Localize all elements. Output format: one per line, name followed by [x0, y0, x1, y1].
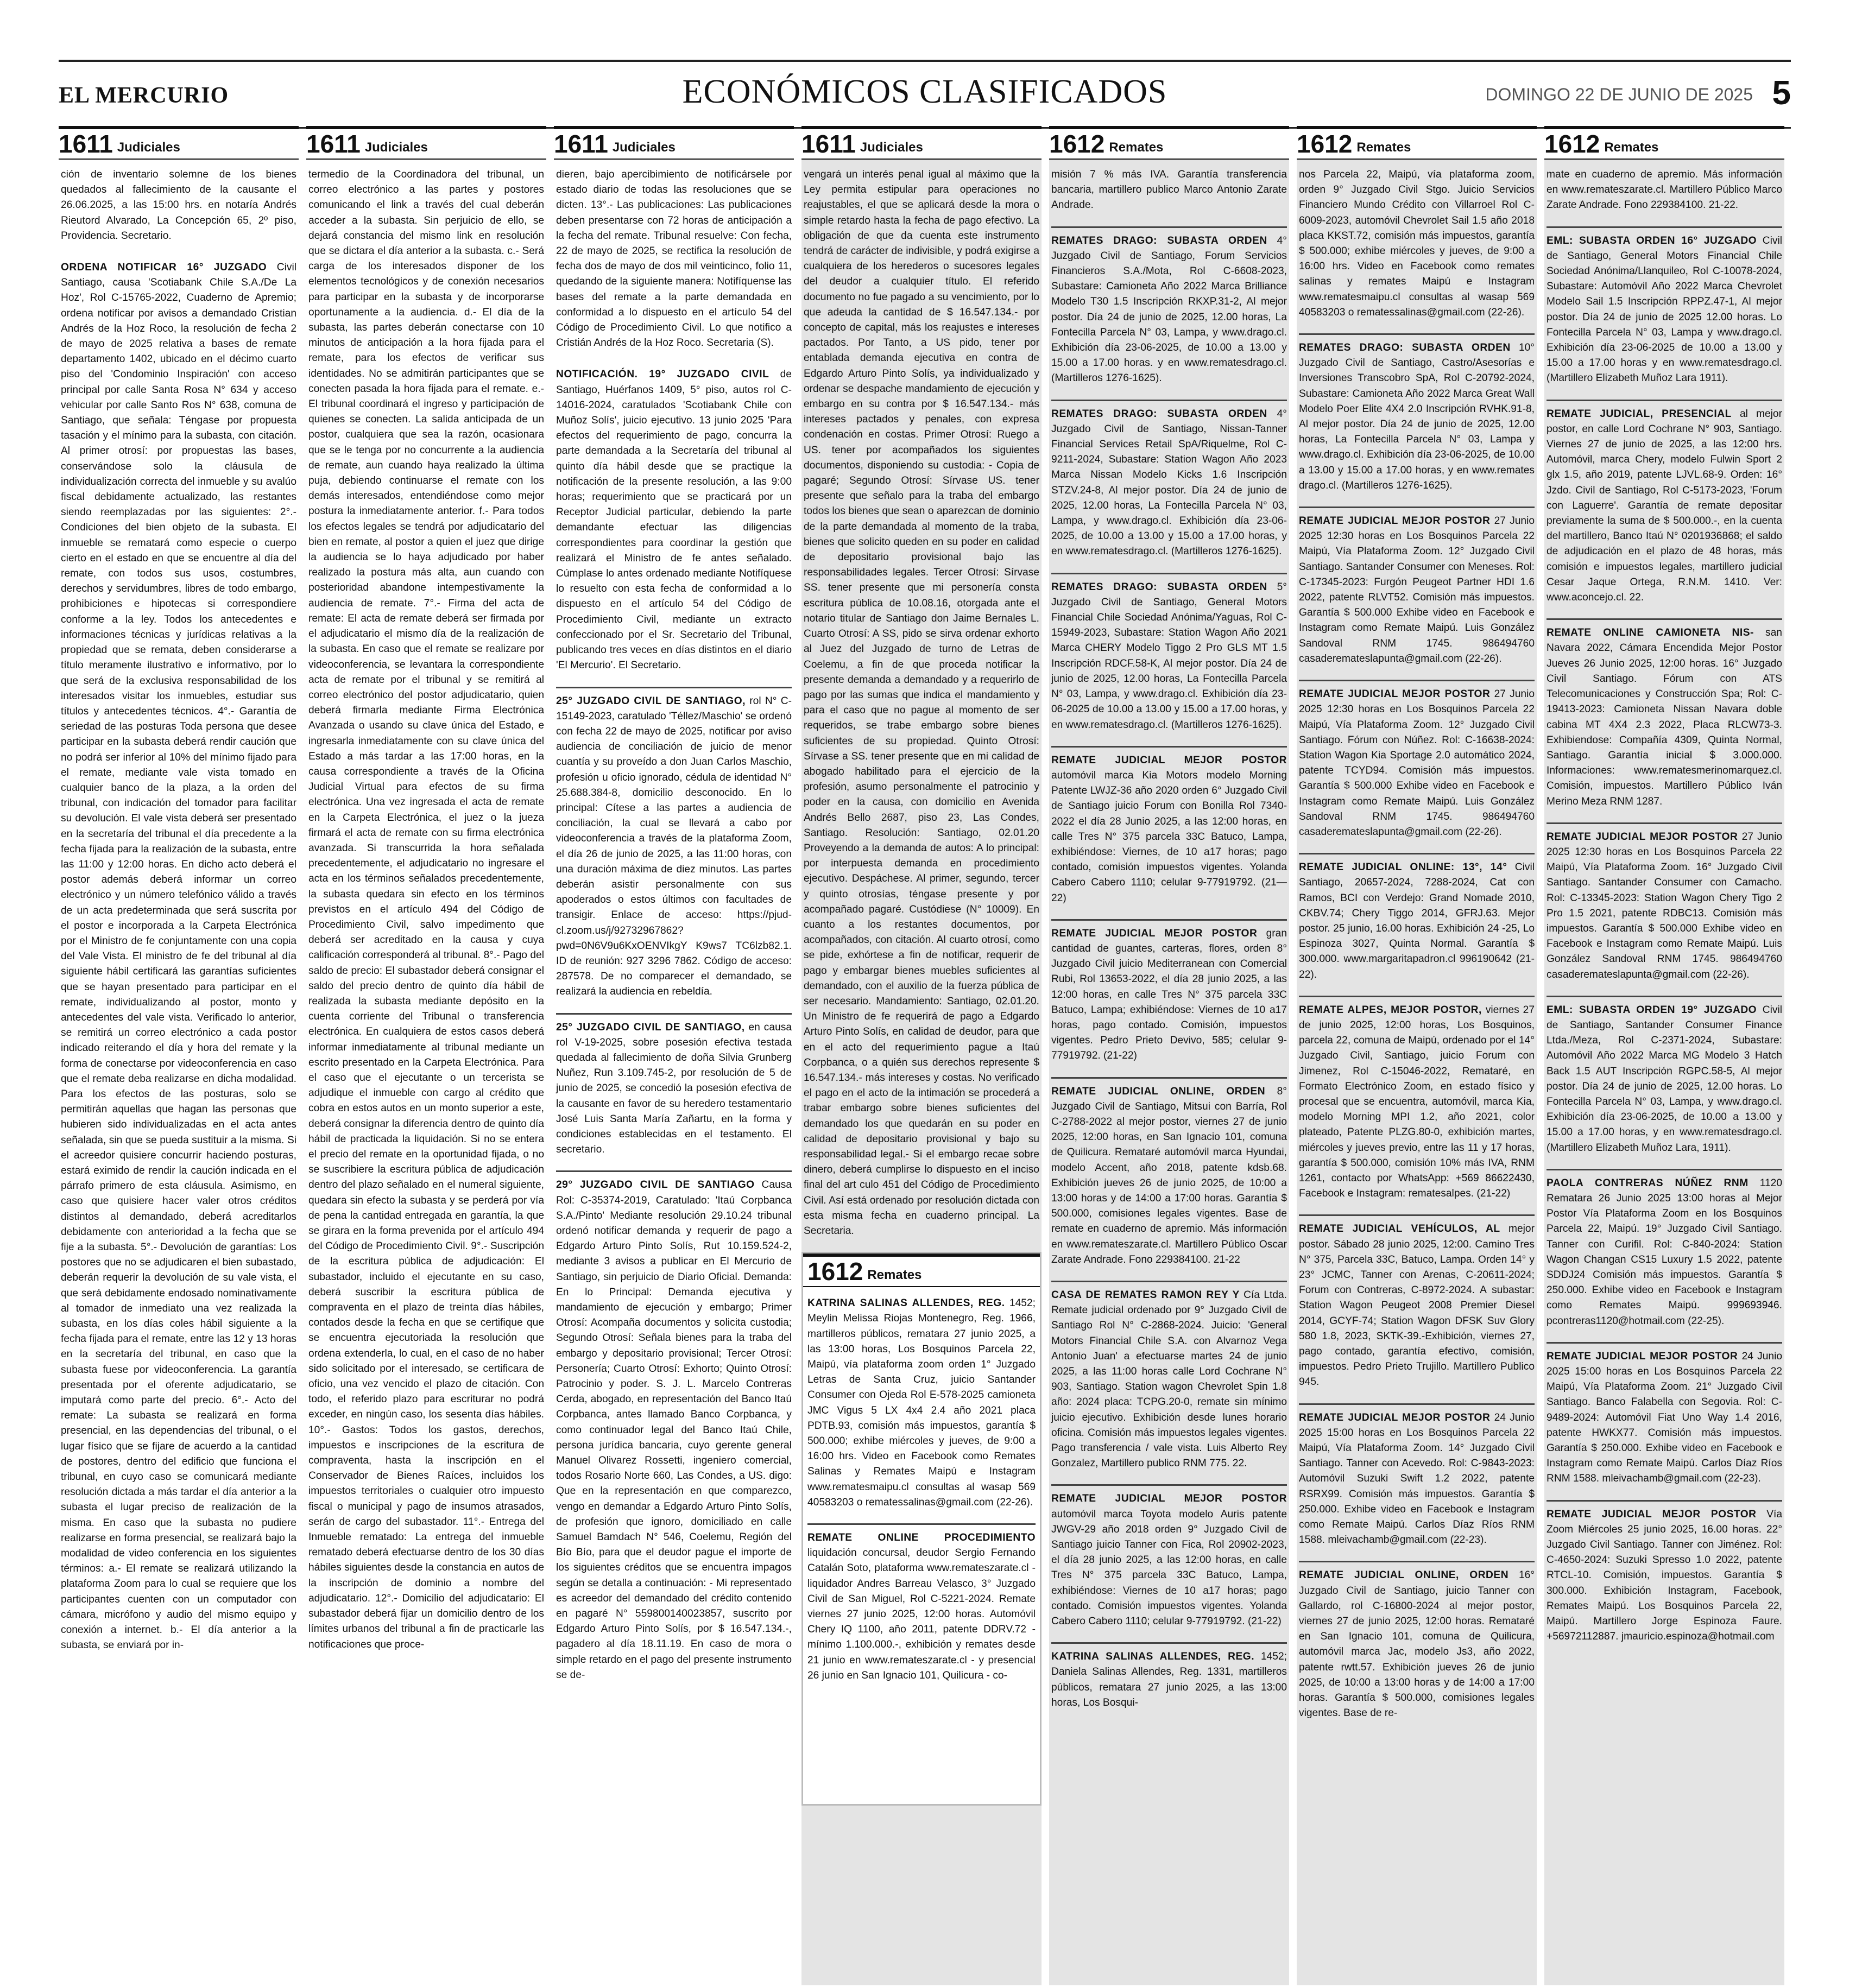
ad-text: mejor postor. Sábado 28 junio 2025, 12:00. Camino Tres N° 375, Parcela 33C, Batuco, Lampa. Orden 14° y 23° JCMC, Tanner con Arenas, C-20611-2024; Forum con Contreras, C-8972-2024. A subastar: Station Wagon Peugeot 2008 Premier Diesel 2014, GCYF-74; Station Wagon DFSK Suv Glory 580 1.8, 2023, SKTK-39.-Exhibición, viernes 27, pago contado, garantía efectivo, comisión, impuestos. Pedro Prieto Trujillo. Martillero Publico 945. — [1299, 1223, 1535, 1388]
classified-ad — [308, 164, 544, 1653]
ad-title: NOTIFICACIÓN. 19° JUZGADO CIVIL — [556, 369, 769, 381]
newspaper-page — [59, 60, 1791, 1987]
ad-title: KATRINA SALINAS ALLENDES, REG. — [807, 1297, 1005, 1309]
ad-title: REMATE JUDICIAL MEJOR POSTOR — [1547, 1350, 1738, 1362]
ad-title: EML: SUBASTA ORDEN 16° JUZGADO — [1547, 235, 1757, 246]
column-4 — [801, 126, 1042, 1985]
category-name: Judiciales — [364, 140, 428, 155]
ad-text: 1452; Daniela Salinas Allendes, Reg. 1331, martilleros públicos, rematara 27 junio 2025, a las 13:00 horas, Los Bosqui- — [1051, 1651, 1287, 1708]
ad-title: CASA DE REMATES RAMON REY Y — [1051, 1289, 1240, 1301]
classified-ad — [1051, 573, 1287, 733]
classified-ad — [1547, 164, 1782, 213]
section-title: ECONÓMICOS CLASIFICADOS — [682, 73, 1167, 110]
ad-text: 27 Junio 2025 12:30 horas en Los Bosquinos Parcela 22 Maipú, Vía Plataforma Zoom. 16° Juzgado Civil Santiago. Santander Consumer con Camacho. Rol: C-13345-2023: Station Wagon Chery Tigo 2 Pro 1.5 2021, patente RDBC13. Comisión más impuestos. Garantía $ 500.000 Exhibe video en Facebook e Instagram como Remate Maipú. Luis González Sandoval RNM 1745. 986494760 casaderemateslapunta@gmail.com (22-26). — [1547, 831, 1783, 980]
classified-ad — [1547, 996, 1782, 1156]
ad-text: 16° Juzgado Civil de Santiago, juicio Tanner con Gallardo, rol C-16800-2024 al mejor postor, viernes 27 de junio 2025, 12:00 horas. Remataré en San Ignacio 101, comuna de Quilicura, automóvil marca Jac, modelo Js3, año 2022, patente rwtt.57. Exhibición jueves 26 de junio 2025, de 10:00 a 13:00 horas y de 14:00 a 17:00 horas. Garantía $ 500.000, comisiones legales vigentes. Base de re- — [1299, 1569, 1535, 1719]
box-body — [807, 1293, 1036, 1683]
ad-text: Civil de Santiago, Santander Consumer Finance Ltda./Meza, Rol C-2371-2024, Subastare: Automóvil Año 2022 Marca MG Modelo 3 Hatch Back 1.5 AUT Inscripción RGPC.58-5, Al mejor postor. Día 24 de junio de 2025, 12.00 horas. Lo Fontecilla Parcela N° 03, Lampa, y www.drago.cl. Exhibición día 23-06-2025, de 10.00 a 13.00 y 15.00 a 17.00 horas, y en www.rematesdrago.cl. (Martillero Elizabeth Muñoz Lara, 1911). — [1547, 1004, 1782, 1154]
classified-ad — [1051, 919, 1287, 1064]
ad-title: REMATE JUDICIAL MEJOR POSTOR — [1051, 1493, 1287, 1505]
ad-text: Cía Ltda. Remate judicial ordenado por 9° Juzgado Civil de Santiago Rol N° C-2868-2024. Juicio: 'General Motors Financial Chile S.A. con Alvarnoz Vega Antonio Juan' a efectuarse martes 24 de junio 2025, a las 11:00 horas calle Lord Cochrane N° 903, Santiago. Station wagon Chevrolet Spin 1.8 año: 2024 placa: TCPG.20-0, remate sin mínimo juicio ejecutivo. Exhibición desde lunes horario oficina. Comisión más impuestos legales vigentes. Pago transferencia / vale vista. Luis Alberto Rey Gonzalez, Martillero publico RNM 775. 22. — [1051, 1289, 1287, 1470]
classified-ad — [1051, 1642, 1287, 1711]
category-name: Judiciales — [860, 140, 923, 155]
classified-ad — [804, 164, 1039, 1239]
ad-text: Civil Santiago, causa 'Scotiabank Chile S.A./De La Hoz', Rol C-15765-2022, Cuaderno de Apremio; ordena notificar por avisos a demandado Cristian Andrés de la Hoz Roco, la resolución de fecha 2 de mayo de 2025 relativa a bases de remate departamento 1402, ubicado en el décimo cuarto piso del 'Condominio Inspiración' con acceso principal por calle Santa Rosa N° 634 y acceso vehicular por calle Santo Ros N° 638, comuna de Santiago, que señala: Téngase por propuesta tasación y el mínimo para la subasta, con citación. Al primer otrosí: por propuestas las bases, conservándose solo la cláusula de individualización correcta del inmueble y su avalúo fiscal debidamente actualizado, las restantes siendo reemplazadas por las siguientes: 2°.- Condiciones del bien objeto de la subasta. El inmueble se rematará como especie o cuerpo cierto en el estado en que se encuentre al día del remate, con todos sus usos, costumbres, derechos y servidumbres, libres de todo embargo, prohibiciones e hipotecas si correspondiere conforme a la ley. Todos los antecedentes e informaciones técnicas y jurídicas relativas a la propiedad que se remata, deben considerarse a título meramente ilustrativo e informativo, por lo que será de la exclusiva responsabilidad de los interesados visitar los inmuebles, estudiar sus títulos y antecedentes técnicos. 4°.- Garantía de seriedad de las posturas Toda persona que desee participar en la subasta deberá rendir caución que no podrá ser inferior al 10% del mínimo fijado para el remate, mediante vale vista tomado en cualquier banco de la plaza, a la orden del tribunal, con indicación del tomador para facilitar su devolución. El vale vista deberá ser presentado en la secretaría del tribunal el día precedente a la fecha fijada para la realización de la subasta, entre las 11:00 y 12:00 horas. En dicho acto deberá el postor además deberá informar un correo electrónico y un número telefónico válido a través de un acta predeterminada que será suscrita por el postor e incorporada a la Carpeta Electrónica por el Ministro de fe conjuntamente con una copia del Vale Vista. El ministro de fe del tribunal al día siguiente hábil certificará las garantías suficientes que se hayan presentado para participar en el remate, individualizando al postor, monto y antecedentes del vale vista. Verificado lo anterior, se remitirá un correo electrónico a cada postor indicado reiterando el día y hora del remate y la forma de conectarse por videoconferencia en caso que el remate deba realizarse en dicha modalidad. Para los efectos de las posturas, solo se permitirán aquellas que hagan las personas que hubieren sido individualizadas en el acta antes señalada, sin que se pueda sustituir a la misma. Si el acreedor quisiere concurrir haciendo posturas, estará eximido de rendir la caución indicada en el párrafo primero de esta cláusula. Asimismo, en caso que quisiere hacer valer otros créditos distintos al demandado, deberá acreditarlos debidamente con anterioridad a la fecha que se fije a la subasta. 5°.- Devolución de garantías: Los postores que no se adjudicaren el bien subastado, deberán requerir la devolución de su vale vista, el que será debidamente endosado nominativamente al tomador de inmediato una vez realizada la subasta, en los días coles hábil siguiente a la fecha fijada para el remate, entre las 12 y 13 horas en la secretaría del tribunal, en caso que la subasta fuese por videoconferencia. La garantía presentada por el oferente adjudicatario, se imputará como parte del precio. 6°.- Acto del remate: La subasta se realizará en forma presencial, en las dependencias del tribunal, o el lugar físico que se fijare de acuerdo a la cantidad de postores, dentro del edificio que funciona el tribunal, en cuyo caso se comunicará mediante resolución dictada a más tardar el día anterior a la subasta el lugar preciso de realización de la misma. En caso que la subasta no pudiere realizarse en forma presencial, se realizará bajo la modalidad de video conferencia en los siguientes términos: a.- El remate se realizará utilizando la plataforma Zoom para lo cual se requiere que los participantes cuenten con un computador con cámara, micrófono y audio del mismo equipo y conexión a internet. b.- El día anterior a la subasta, se enviará por in- — [61, 262, 296, 1651]
classified-ad — [556, 1170, 792, 1683]
ad-title: REMATE JUDICIAL ONLINE, ORDEN — [1299, 1569, 1509, 1581]
category-number: 1612 — [807, 1257, 863, 1286]
category-header — [554, 126, 794, 160]
category-number: 1612 — [1049, 130, 1105, 158]
classified-ad — [1299, 164, 1535, 320]
column-1 — [59, 126, 299, 1985]
newspaper-name: EL MERCURIO — [59, 83, 229, 108]
ad-text: viernes 27 de junio 2025, 12:00 horas, Los Bosquinos, parcela 22, comuna de Maipú, ordenado por el 14° Juzgado Civil, Santiago, juicio Forum con Jimenez, Rol C-15046-2022, Remataré, en Formato Electrónico Zoom, en estado físico y procesal que se encuentra, automóvil, marca Kia, modelo Morning MPI 1.2, año 2021, color plateado, Patente PLZG.80-0, exhibición martes, miércoles y jueves previo, entre las 11 y 17 horas, garantía $ 500.000, comisión 10% más IVA, RNM 1261, contacto por WhatsApp: +569 86622430, Facebook e Instagram: rematesalpes. (21-22) — [1299, 1004, 1535, 1200]
page-number: 5 — [1772, 74, 1791, 112]
classified-ad — [1299, 507, 1535, 667]
ad-title: REMATE JUDICIAL MEJOR POSTOR — [1547, 1508, 1757, 1520]
category-header — [59, 126, 299, 160]
ad-text: dieren, bajo apercibimiento de notificársele por estado diario de todas las resoluciones que se dicten. 13°.- Las publicaciones: Las publicaciones deben presentarse con 72 horas de anticipación a la fecha del remate. Tribunal resuelve: Con fecha, 22 de mayo de 2025, se rectifica la resolución de fecha dos de mayo de dos mil veinticinco, folio 11, quedando de la siguiente manera: Notifíquense las bases del remate a la parte demandada en conformidad a lo dispuesto en el artículo 54 del Código de Procedimiento Civil. Lo que notifico a Cristián Andrés de la Hoz Roco. Secretaria (S). — [556, 169, 792, 349]
classified-ad — [1299, 333, 1535, 493]
ad-title: REMATES DRAGO: SUBASTA ORDEN — [1051, 581, 1267, 593]
ad-title: REMATE JUDICIAL ONLINE, ORDEN — [1051, 1085, 1266, 1097]
classified-ad — [1051, 1077, 1287, 1268]
ad-text: al mejor postor, en calle Lord Cochrane N° 903, Santiago. Viernes 27 de junio de 2025, a las 12:00 hrs. Automóvil, marca Chery, modelo Fulwin Sport 2 glx 1.5, año 2019, patente LJVL.68-9. Orden: 16° Jzdo. Civil de Santiago, Rol C-5173-2023, 'Forum con Laguerre'. Garantía de remate depositar previamente la suma de $ 500.000.-, en la cuenta del martillero, Banco Itaú N° 0201936868; el saldo de adjudicación en el plazo de 48 horas, más comisión e impuestos legales, martillero judicial Cesar Jaque Ortega, R.N.M. 1410. Ver: www.aconcejo.cl. 22. — [1547, 408, 1782, 604]
column-body — [554, 160, 794, 1683]
column-body — [59, 160, 299, 1654]
classified-ad — [1547, 618, 1782, 809]
category-name: Remates — [1109, 140, 1164, 155]
ad-text: 24 Junio 2025 15:00 horas en Los Bosquinos Parcela 22 Maipú, Vía Plataforma Zoom. 14° Juzgado Civil Santiago. Tanner con Acevedo. Rol: C-9843-2023: Automóvil Suzuki Swift 1.2 2022, patente RSRX99. Comisión más impuestos. Garantía $ 250.000. Exhibe video en Facebook e Instagram como Remate Maipú. Carlos Díaz Ríos RNM 1588. mleivachamb@gmail.com (22-23). — [1299, 1411, 1535, 1546]
category-name: Remates — [867, 1268, 922, 1283]
category-header — [803, 1253, 1040, 1287]
ad-text: 5° Juzgado Civil de Santiago, General Motors Financial Chile Sociedad Anónima/Yaguas, Rol C-15949-2023, Subastare: Station Wagon Año 2021 Marca CHERY Modelo Tiggo 2 Pro GLS MT 1.5 Inscripción RDCF.58-K, Al mejor postor. Día 24 de junio de 2025, 12.00 horas, La Fontecilla Parcela N° 03, Lampa, y www.drago.cl. Exhibición día 23-06-2025 de 10.00 a 13.00 y 15.00 a 17.00 horas, y en www.rematesdrago.cl. (Martilleros 1276-1625). — [1051, 581, 1287, 731]
ad-text: Civil Santiago, 20657-2024, 7288-2024, Cat con Ramos, BCI con Verdejo: Grand Nomade 2010, CKBV.74; Chery Tiggo 2014, GFRJ.63. Mejor postor. 25 junio, 16.00 horas. Exhibición 24 -25, Lo Espinoza 3027, Quinta Normal. Garantía $ 300.000. www.margaritapadron.cl 996190642 (21-22). — [1299, 862, 1535, 980]
classified-ad — [61, 257, 296, 1653]
ad-title: REMATE JUDICIAL MEJOR POSTOR — [1299, 1411, 1491, 1423]
column-7 — [1544, 126, 1784, 1985]
ad-text: mate en cuaderno de apremio. Más información en www.remateszarate.cl. Martillero Público Marco Zarate Andrade. Fono 229384100. 21-22. — [1547, 169, 1782, 211]
classified-ad — [1051, 400, 1287, 560]
column-2 — [306, 126, 546, 1985]
ad-title: PAOLA CONTRERAS NÚÑEZ RNM — [1547, 1177, 1749, 1189]
classified-ad — [807, 1523, 1036, 1683]
ad-title: ORDENA NOTIFICAR 16° JUZGADO — [61, 262, 267, 274]
ad-title: REMATE JUDICIAL MEJOR POSTOR — [1299, 688, 1491, 700]
category-name: Judiciales — [612, 140, 676, 155]
classified-ad — [1547, 226, 1782, 387]
masthead — [59, 60, 1791, 129]
ad-text: 1452; Meylin Melissa Riojas Montenegro, Reg. 1966, martilleros públicos, rematara 27 junio 2025, a las 13:00 horas, Los Bosquinos Parcela 22, Maipú, vía plataforma zoom orden 1° Juzgado Letras de Santa Cruz, juicio Santander Consumer con Ojeda Rol E-578-2025 camioneta JMC Vigus 5 LX 4x4 2.4 año 2021 placa PDTB.93, comisión más impuestos, garantía $ 500.000; exhibe miércoles y jueves, de 9:00 a 16:00 hrs. Video en Facebook como Remates Salinas y Remates Maipú e Instagram www.rematesmaipu.cl consultas al wasap 569 40583203 o rematessalinas@gmail.com (22-26). — [807, 1297, 1036, 1508]
ad-title: REMATE JUDICIAL MEJOR POSTOR — [1051, 754, 1287, 766]
classified-ad — [556, 164, 792, 351]
ad-title: 29° JUZGADO CIVIL DE SANTIAGO — [556, 1179, 755, 1191]
classified-ad — [1051, 746, 1287, 906]
column-body — [1049, 160, 1289, 1711]
ad-text: ción de inventario solemne de los bienes quedados al fallecimiento de la causante el 26.06.2025, a las 15:00 hrs. en notaría Andrés Rieutord Alvarado, La Concepción 65, 2º piso, Providencia. Secretario. — [61, 169, 296, 242]
ad-text: liquidación concursal, deudor Sergio Fernando Catalán Soto, plataforma www.remateszarate.cl - liquidador Andres Barreau Velasco, 3° Juzgado Civil de San Miguel, Rol C-5221-2024. Remate viernes 27 junio 2025, 12:00 horas. Automóvil Chery IQ 1100, año 2011, patente DDRV.72 - mínimo 1.100.000.-, exhibición y remates desde 21 junio en www.remateszarate.cl - y presencial 26 junio en San Ignacio 101, Quilicura - co- — [807, 1547, 1036, 1681]
ad-text: gran cantidad de guantes, carteras, flores, orden 8° Juzgado Civil juicio Mediterranean con Comercial Rubi, Rol 13653-2022, el día 28 junio 2025, a las 12:00 horas, en calle Tres N° 375 parcela 33C Batuco, Lampa; exhibiéndose: Viernes de 10 a17 horas, pago contado. Comisión, impuestos vigentes. Pedro Prieto Devivo, 585; celular 9-77919792. (21-22) — [1051, 927, 1287, 1062]
category-name: Judiciales — [117, 140, 180, 155]
category-name: Remates — [1356, 140, 1411, 155]
ad-text: en causa rol V-19-2025, sobre posesión efectiva testada quedada al fallecimiento de doña Silvia Grunberg Nuñez, Run 3.109.745-2, por resolución de 5 de junio de 2025, se concedió la posesión efectiva de la causante en favor de su heredero testamentario José Luis Santa María Zañartu, en la forma y condiciones establecidas en el testamento. El secretario. — [556, 1021, 792, 1156]
ad-text: 1120 Rematara 26 Junio 2025 13:00 horas al Mejor Postor Vía Plataforma Zoom en los Bosquinos Parcela 22, Maipú. 19° Juzgado Civil Santiago. Tanner con Curifil. Rol: C-840-2024: Station Wagon Changan CS15 Luxury 1.5 2022, patente SDDJ24 Comisión más impuestos. Garantía $ 250.000. Exhibe video en Facebook e Instagram como Remates Maipú. 999693946. pcontreras1120@hotmail.com (22-25). — [1547, 1177, 1782, 1327]
ad-text: Civil de Santiago, General Motors Financial Chile Sociedad Anónima/Llanquileo, Rol C-10078-2024, Subastare: Automóvil Año 2022 Marca Chevrolet Modelo Sail 1.5 Inscripción RPPZ.47-1, Al mejor postor. Día 24 de junio de 2025 12.00 horas. Lo Fontecilla Parcela N° 03, Lampa y www.drago.cl. Exhibición día 23-06-2025 de 10.00 a 13.00 y 15.00 a 17.00 horas y en www.rematesdrago.cl. (Martillero Elizabeth Muñoz Lara 1911). — [1547, 235, 1782, 384]
ad-text: 24 Junio 2025 15:00 horas en Los Bosquinos Parcela 22 Maipú, Vía Plataforma Zoom. 21° Juzgado Civil Santiago. Banco Falabella con Segovia. Rol: C-9489-2024: Automóvil Fiat Uno Way 1.4 2016, patente HWKX77. Comisión más impuestos. Garantía $ 250.000. Exhibe video en Facebook e Instagram como Remate Maipú. Carlos Díaz Ríos RNM 1588. mleivachamb@gmail.com (22-23). — [1547, 1350, 1783, 1485]
ad-text: automóvil marca Kia Motors modelo Morning Patente LWJZ-36 año 2020 orden 6° Juzgado Civil de Santiago juicio Forum con Bonilla Rol 7340-2022 el día 28 Junio 2025, a las 12:00 horas, en calle Tres N° 375 parcela 33C Batuco, Lampa, exhibiéndose: Viernes, de 10 a17 horas; pago contado, comisión impuestos vigentes. Yolanda Cabero Cabero 1110; celular 9-77919792. (21—22) — [1051, 769, 1287, 904]
classified-ad — [1547, 1500, 1782, 1645]
ad-title: REMATE JUDICIAL ONLINE: 13°, 14° — [1299, 862, 1507, 873]
ad-text: 27 Junio 2025 12:30 horas en Los Bosquinos Parcela 22 Maipú, Vía Plataforma Zoom. 12° Juzgado Civil Santiago. Santander Consumer con Meneses. Rol: C-17345-2023: Furgón Peugeot Partner HDI 1.6 2022, patente RLVT52. Comisión más impuestos. Garantía $ 500.000 Exhibe video en Facebook e Instagram como Remate Maipú. Luis González Sandoval RNM 1745. 986494760 casaderemateslapunta@gmail.com (22-26). — [1299, 515, 1535, 664]
ad-text: vengará un interés penal igual al máximo que la Ley permita estipular para operaciones no reajustables, el que se aplicará desde la mora o simple retardo hasta la fecha de pago efectivo. La obligación de que da cuenta este instrumento tendrá de carácter de indivisible, y podrá exigirse a cualquiera de los herederos o sucesores legales del deudor a cualquier título. El referido documento no fue pagado a su vencimiento, por lo que adeuda la cantidad de $ 16.547.134.- por concepto de capital, más los reajustes e intereses pactados. Por Tanto, a US pido, tener por entablada demanda ejecutiva en contra de Edgardo Arturo Pinto Solís, ya individualizado y ordenar se despache mandamiento de ejecución y embargo en su contra por $ 16.547.134.- más intereses pactados y penales, con expresa condenación en costas. Primer Otrosí: Ruego a US. tener por acompañados los siguientes documentos, disponiendo su custodia: - Copia de pagaré; Segundo Otrosí: Sírvase US. tener presente que señalo para la traba del embargo todos los bienes que sean o aparezcan de dominio de la parte demandada al momento de la traba, bienes que solicito queden en su poder en calidad de depositario provisional bajo las responsabilidades legales. Tercer Otrosí: Sírvase SS. tener presente que mi personería consta escritura pública de 10.08.16, otorgada ante el notario titular de Santiago don Jaime Bernales L. Cuarto Otrosí: A SS, pido se sirva ordenar exhorto al Juez del Juzgado de turno de Letras de Coelemu, a fin de que proceda notificar la presente demanda a demandado y a requerirlo de pago por las sumas que indica el mandamiento y para el caso que no pague al momento de ser requeridos, se trabe embargo sobre bienes suficientes de su propiedad. Quinto Otrosí: Sírvase a SS. tener presente que en mi calidad de abogado habilitado para el ejercicio de la profesión, asumo personalmente el patrocinio y poder en la causa, con domicilio en Avenida Andrés Bello 2687, piso 23, Las Condes, Santiago. Resolución: Santiago, 02.01.20 Proveyendo a la demanda de autos: A lo principal: por interpuesta demanda en procedimiento ejecutivo. Despáchese. Al primer, segundo, tercer y quinto otrosías, téngase presente y por acompañado pagaré. Custódiese (N° 10009). En cuanto a los restantes documentos, por acompañados, con citación. Al cuarto otrosí, como se pide, exhórtese a fin de notificar, requerir de pago y embargar bienes muebles suficientes al demandado, con el auxilio de la fuerza pública de ser necesario. Mandamiento: Santiago, 02.01.20. Un Ministro de fe requerirá de pago a Edgardo Arturo Pinto Solís, en calidad de deudor, para que en el acto del requerimiento pague a Itaú Corpbanca, o a quién sus derechos represente $ 16.547.134.- más intereses y costas. No verificado el pago en el acto de la intimación se procederá a trabar embargo sobre bienes suficientes del demandado los que quedarán en su poder en calidad de depositario provisional y bajo su responsabilidad legal.- Si el embargo recae sobre dinero, deberá cumplirse lo dispuesto en el inciso final del art culo 451 del Código de Procedimiento Civil. Así está ordenado por resolución dictada con esta misma fecha en cuaderno principal. La Secretaria. — [804, 169, 1039, 1237]
ad-text: misión 7 % más IVA. Garantía transferencia bancaria, martillero publico Marco Antonio Zarate Andrade. — [1051, 169, 1287, 211]
ad-text: 8° Juzgado Civil de Santiago, Mitsui con Barría, Rol C-2788-2022 al mejor postor, viernes 27 de junio 2025, 12:00 horas, en San Ignacio 101, comuna de Quilicura. Remataré automóvil marca Hyundai, modelo Accent, año 2018, patente kdsb.68. Exhibición jueves 26 de junio 2025, de 10:00 a 13:00 horas y de 14:00 a 17:00 horas. Garantía $ 500.000, comisiones legales vigentes. Base de remate en cuaderno de apremio. Más información en www.remateszarate.cl. Martillero Público Oscar Zarate Andrade. Fono 229384100. 21-22 — [1051, 1085, 1287, 1265]
classified-ad — [1299, 996, 1535, 1202]
ad-title: REMATES DRAGO: SUBASTA ORDEN — [1051, 408, 1267, 420]
classified-ad — [556, 687, 792, 1000]
ad-title: REMATE JUDICIAL MEJOR POSTOR — [1299, 515, 1491, 527]
classified-ad — [1051, 1484, 1287, 1629]
ad-text: Causa Rol: C-35374-2019, Caratulado: 'Itaú Corpbanca S.A./Pinto' Mediante resolución 29.10.24 tribunal ordenó notificar demanda y requerir de pago a Edgardo Arturo Pinto Solís, Rut 10.159.524-2, mediante 3 avisos a publicar en El Mercurio de Santiago, sin perjuicio de Diario Oficial. Demanda: En lo Principal: Demanda ejecutiva y mandamiento de ejecución y embargo; Primer Otrosí: Acompaña documentos y solicita custodia; Segundo Otrosí: Señala bienes para la traba del embargo y depositario provisional; Tercer Otrosí: Personería; Cuarto Otrosí: Exhorto; Quinto Otrosí: Patrocinio y poder. S. J. L. Marcelo Contreras Cerda, abogado, en representación del Banco Itaú Corpbanca, antes llamado Banco Corpbanca, y como continuador legal del Banco Itaú Chile, persona jurídica bancaria, cuyo gerente general Manuel Olivarez Rossetti, ingeniero comercial, todos Rosario Norte 660, Las Condes, a US. digo: Que en la representación en que comparezco, vengo en demandar a Edgardo Arturo Pinto Solís, de profesión que ignoro, domiciliado en calle Samuel Bamdach N° 546, Coelemu, Región del Bío Bío, para que el deudor pague el importe de los siguientes créditos que se encuentra impagos según se detalla a continuación: - Mi representado es acreedor del demandado del crédito contenido en pagaré N° 559800140023857, suscrito por Edgardo Arturo Pinto Solís, por $ 16.547.134.-, pagadero al día 18.11.19. En caso de mora o simple retardo en el pago del presente instrumento se de- — [556, 1179, 792, 1681]
category-header — [1297, 126, 1537, 160]
category-header — [1049, 126, 1289, 160]
ad-text: san Navara 2022, Cámara Encendida Mejor Postor Jueves 26 Junio 2025, 12:00 horas. 16° Juzgado Civil Santiago. Fórum con ATS Telecomunicaciones y Construcción Spa; Rol: C-19413-2023: Camioneta Nissan Navara doble cabina MT 4X4 2.3 2022, Placa RLCW73-3. Exhibiendose: Compañía 4309, Quinta Normal, Santiago. Garantía inicial $ 3.000.000. Informaciones: www.rematesmerinomarquez.cl. Comisión, impuestos. Martillero Público Iván Merino Meza RNM 1287. — [1547, 627, 1782, 807]
ad-text: rol N° C-15149-2023, caratulado 'Téllez/Maschio' se ordenó con fecha 22 de mayo de 2025, notificar por aviso audiencia de conciliación de juicio de menor cuantía y su proveído a don Juan Carlos Maschio, profesión u oficio ignorado, cédula de identidad N° 25.688.384-8, domicilio desconocido. En lo principal: Cítese a las partes a audiencia de conciliación, la cual se llevará a cabo por videoconferencia a través de la plataforma Zoom, el día 26 de junio de 2025, a las 11:00 horas, con una duración máxima de diez minutos. Las partes deberán asistir personalmente con sus apoderados o estos últimos con facultades de transigir. Enlace de acceso: https://pjud-cl.zoom.us/j/92732967862?pwd=0N6V9u6KxOENVIkgY K9ws7 TC6lzb82.1. ID de reunión: 927 3296 7862. Código de acceso: 287578. De no comparecer el demandado, se realizará la audiencia en rebeldía. — [556, 695, 792, 998]
column-body — [1544, 160, 1784, 1644]
classified-ad — [61, 164, 296, 244]
ad-text: Vía Zoom Miércoles 25 junio 2025, 16.00 horas. 22° Juzgado Civil Santiago. Tanner con Jiménez. Rol: C-4650-2024: Suzuki Spresso 1.0 2022, patente RTCL-10. Comisión, impuestos. Garantía $ 300.000. Exhibición Instagram, Facebook, Remates Maipú. Los Bosquinos Parcela 22, Maipú. Martillero Jorge Espinoza Faure. +56972112887. jmauricio.espinoza@hotmail.com — [1547, 1508, 1782, 1643]
category-number: 1612 — [1544, 130, 1600, 158]
classified-ad — [1299, 1403, 1535, 1548]
ad-title: REMATE JUDICIAL VEHÍCULOS, AL — [1299, 1223, 1500, 1235]
column-5 — [1049, 126, 1289, 1985]
category-number: 1612 — [1297, 130, 1353, 158]
ad-title: REMATE JUDICIAL MEJOR POSTOR — [1547, 831, 1738, 843]
classified-ad — [1547, 1169, 1782, 1329]
ad-text: nos Parcela 22, Maipú, vía plataforma zoom, orden 9° Juzgado Civil Stgo. Juicio Servicios Financiero Mundo Crédito con Villarroel Rol C-6009-2023, automóvil Chevrolet Sail 1.5 año 2018 placa KKST.72, comisión más impuestos, garantía $ 500.000; exhibe miércoles y jueves, de 9:00 a 16:00 hrs. Video en Facebook como remates salinas y remates Maipú e Instagram www.rematesmaipu.cl consultas al wasap 569 40583203 o rematessalinas@gmail.com (22-26). — [1299, 169, 1535, 318]
ad-text: de Santiago, Huérfanos 1409, 5° piso, autos rol C-14016-2024, caratulados 'Scotiabank Chile con Muñoz Solís', juicio ejecutivo. 13 junio 2025 'Para efectos del requerimiento de pago, concurra la parte demandada a la Secretaría del tribunal al quinto día hábil desde que se practique la notificación de la presente resolución, a las 9:00 horas; requerimiento que se practicará por un Receptor Judicial particular, debiendo la parte demandante efectuar las diligencias correspondientes para coordinar la gestión que realizará el Ministro de fe antes señalado. Cúmplase lo antes ordenado mediante Notifíquese lo resuelto con esta fecha de conformidad a lo dispuesto en el artículo 54 del Código de Procedimiento Civil, mediante un extracto confeccionado por el Sr. Secretario del Tribunal, publicando tres veces en días distintos en el diario 'El Mercurio'. El Secretario. — [556, 369, 792, 672]
classified-ad — [1051, 164, 1287, 213]
ad-title: REMATE ONLINE CAMIONETA NIS- — [1547, 627, 1754, 639]
ad-title: REMATES DRAGO: SUBASTA ORDEN — [1299, 342, 1511, 354]
category-name: Remates — [1604, 140, 1659, 155]
classified-ad — [556, 364, 792, 673]
category-number: 1611 — [554, 130, 608, 158]
ad-text: automóvil marca Toyota modelo Auris patente JWGV-29 año 2018 orden 9° Juzgado Civil de Santiago juicio Tanner con Fica, Rol 20902-2023, el día 28 junio 2025, a las 12:00 horas, en calle Tres N° 375 parcela 33C Batuco, Lampa, exhibiéndose: Viernes de 10 a17 horas; pago contado. Comisión impuestos vigentes. Yolanda Cabero Cabero 1110; celular 9-77919792. (21-22) — [1051, 1508, 1287, 1628]
ad-title: KATRINA SALINAS ALLENDES, REG. — [1051, 1651, 1255, 1663]
ad-title: 25° JUZGADO CIVIL DE SANTIAGO, — [556, 1021, 745, 1033]
classified-ad — [1299, 680, 1535, 840]
classified-ad — [1299, 1561, 1535, 1721]
classified-ad — [807, 1293, 1036, 1510]
category-header — [1544, 126, 1784, 160]
classified-ad — [1051, 1281, 1287, 1471]
column-body — [1297, 160, 1537, 1721]
ad-title: REMATE ALPES, MEJOR POSTOR, — [1299, 1004, 1482, 1016]
ad-title: REMATE JUDICIAL, PRESENCIAL — [1547, 408, 1732, 420]
classified-ad — [1547, 400, 1782, 606]
remates-box — [801, 1252, 1042, 1806]
classified-ad — [1299, 853, 1535, 983]
column-3 — [554, 126, 794, 1985]
category-number: 1611 — [801, 130, 856, 158]
classified-ad — [1299, 1214, 1535, 1390]
publication-date: DOMINGO 22 DE JUNIO DE 2025 — [1485, 85, 1753, 104]
category-number: 1611 — [59, 130, 113, 158]
ad-title: 25° JUZGADO CIVIL DE SANTIAGO, — [556, 695, 746, 707]
column-6 — [1297, 126, 1537, 1985]
ad-text: 4° Juzgado Civil de Santiago, Forum Servicios Financieros S.A./Mota, Rol C-6608-2023, Subastare: Camioneta Año 2022 Marca Brilliance Modelo T30 1.5 Inscripción RKXP.31-2, Al mejor postor. Día 24 de junio de 2025, 12.00 horas, La Fontecilla Parcela N° 03, Lampa, y www.drago.cl. Exhibición día 23-06-2025, de 10.00 a 13.00 y 15.00 a 17.00 horas. y en www.rematesdrago.cl. (Martilleros 1276-1625). — [1051, 235, 1287, 384]
column-body — [801, 160, 1042, 1239]
ad-text: 4° Juzgado Civil de Santiago, Nissan-Tanner Financial Services Retail SpA/Riquelme, Rol C-9211-2024, Subastare: Station Wagon Año 2023 Marca Nissan Modelo Kicks 1.6 Inscripción STZV.24-8, Al mejor postor. Día 24 de junio de 2025, 12.00 horas, La Fontecilla Parcela N° 03, Lampa, y www.drago.cl. Exhibición día 23-06-2025, de 10.00 a 13.00 y 15.00 a 17.00 horas, y en www.rematesdrago.cl. (Martilleros 1276-1625). — [1051, 408, 1287, 558]
category-header — [306, 126, 546, 160]
classified-ad — [1547, 1342, 1782, 1487]
classified-ad — [556, 1013, 792, 1158]
category-number: 1611 — [306, 130, 361, 158]
column-body — [306, 160, 546, 1653]
ad-text: 27 Junio 2025 12:30 horas en Los Bosquinos Parcela 22 Maipú, Vía Plataforma Zoom. 12° Juzgado Civil Santiago. Fórum con Núñez. Rol: C-16638-2024: Station Wagon Kia Sportage 2.0 automático 2024, patente TCYD94. Comisión más impuestos. Garantía $ 500.000 Exhibe video en Facebook e Instagram como Remate Maipú. Luis González Sandoval RNM 1745. 986494760 casaderemateslapunta@gmail.com (22-26). — [1299, 688, 1535, 838]
ad-text: 10° Juzgado Civil de Santiago, Castro/Asesorías e Inversiones Transcobro SpA, Rol C-20792-2024, Subastare: Camioneta Año 2022 Marca Great Wall Modelo Poer Elite 4X4 2.0 Inscripción RVHK.91-8, Al mejor postor. Día 24 de junio de 2025, 12.00 horas, La Fontecilla Parcela N° 03, Lampa y www.drago.cl. Exhibición día 23-06-2025, de 10.00 a 13.00 y 15.00 a 17.00 horas, y en www.remates drago.cl. (Martilleros 1276-1625). — [1299, 342, 1535, 491]
category-header — [801, 126, 1042, 160]
ad-title: REMATE JUDICIAL MEJOR POSTOR — [1051, 927, 1258, 939]
columns — [59, 126, 1791, 1985]
classified-ad — [1051, 226, 1287, 387]
classified-ad — [1547, 822, 1782, 983]
ad-title: REMATE ONLINE PROCEDIMIENTO — [807, 1532, 1036, 1544]
ad-text: termedio de la Coordinadora del tribunal, un correo electrónico a las partes y postores comunicando el link a través del cual deberán acceder a la subasta. Sin perjuicio de ello, se dejará constancia del mismo link en resolución que se dictara el día anterior a la subasta. c.- Será carga de los interesados disponer de los elementos tecnológicos y de conexión necesarios para participar en la subasta y de incorporarse oportunamente a la audiencia. d.- El día de la subasta, las partes deberán conectarse con 10 minutos de anticipación a la hora fijada para el remate, para los efectos de verificar sus identidades. No se admitirán participantes que se conecten pasada la hora fijada para el remate. e.- El tribunal coordinará el ingreso y participación de quienes se conecten. La salida anticipada de un postor, cualquiera que sea la razón, ocasionara que se le tenga por no concurrente a la audiencia de remate, aun cuando haya realizado la última puja, debiendo continuarse el remate con los demás interesados, entendiéndose como mejor postura la inmediatamente anterior. f.- Para todos los efectos legales se tendrá por adjudicatario del bien en remate, al postor a quien el juez que dirige la audiencia se lo haya adjudicado por haber realizado la postura más alta, aun cuando con posterioridad abandone intempestivamente la audiencia de remate. 7°.- Firma del acta de remate: El acta de remate deberá ser firmada por el adjudicatario el mismo día de la realización de la subasta. En caso que el remate se realizare por videoconferencia, se levantara la correspondiente acta de remate por el tribunal y se remitirá al correo electrónico del postor adjudicatario, quien deberá firmarla mediante Firma Electrónica Avanzada o usando su clave única del Estado, e ingresarla inmediatamente con su clave única del Estado a más tardar a las 17:00 horas, en la causa correspondiente a través de la Oficina Judicial Virtual para efectos de su firma electrónica. Una vez ingresada el acta de remate en la Carpeta Electrónica, el juez o la jueza firmará el acta de remate con su firma electrónica avanzada. Si transcurrida la hora señalada precedentemente, el adjudicatario no ingresare el acta en los términos señalados precedentemente, la subasta quedara sin efecto en los términos previstos en el artículo 494 del Código de Procedimiento Civil, salvo impedimento que deberá ser acreditado en la causa y cuya calificación corresponderá al tribunal. 8°.- Pago del saldo de precio: El subastador deberá consignar el saldo del precio dentro de quinto día hábil de realizada la subasta mediante depósito en la cuenta corriente del Tribunal o transferencia electrónica. En cualquiera de estos casos deberá informar inmediatamente al tribunal mediante un escrito presentado en la Carpeta Electrónica. Para el caso que el ejecutante o un tercerista se adjudique el inmueble con cargo al crédito que cobra en estos autos en un monto superior a este, deberá consignar la diferencia dentro de quinto día hábil de practicada la liquidación. Si no se entera el precio del remate en la oportunidad fijada, o no se suscribiere la escritura pública de adjudicación dentro del plazo señalado en el numeral siguiente, quedara sin efecto la subasta y se perderá por vía de pena la cantidad entregada en garantía, la que se girara en la forma prevenida por el artículo 494 del Código de Procedimiento Civil. 9°.- Suscripción de la escritura pública de adjudicación: El subastador, incluido el ejecutante en su caso, deberá suscribir la escritura pública de compraventa en el plazo de treinta días hábiles, contados desde la fecha en que se certifique que se encuentra ejecutoriada la resolución que ordena extenderla, lo cual, en el caso de no haber sido solicitado por el interesado, se certificara de oficio, una vez vencido el plazo de citación. Con todo, el referido plazo para escriturar no podrá exceder, en ningún caso, los sesenta días hábiles. 10°.- Gastos: Todos los gastos, derechos, impuestos e inscripciones de la escritura de compraventa, hasta la inscripción en el Conservador de Bienes Raíces, incluidos los impuestos territoriales o cualquier otro impuesto fiscal o municipal y pago de insumos atrasados, serán de cargo del subastador. 11°.- Entrega del Inmueble rematado: La entrega del inmueble rematado deberá efectuarse dentro de los 30 días hábiles siguientes desde la constancia en autos de la inscripción de dominio a nombre del adjudicatario. 12°.- Domicilio del adjudicatario: El subastador deberá fijar un domicilio dentro de los límites urbanos del tribunal a fin de practicarle las notificaciones que proce- — [308, 169, 544, 1650]
ad-title: REMATES DRAGO: SUBASTA ORDEN — [1051, 235, 1267, 246]
ad-title: EML: SUBASTA ORDEN 19° JUZGADO — [1547, 1004, 1757, 1016]
